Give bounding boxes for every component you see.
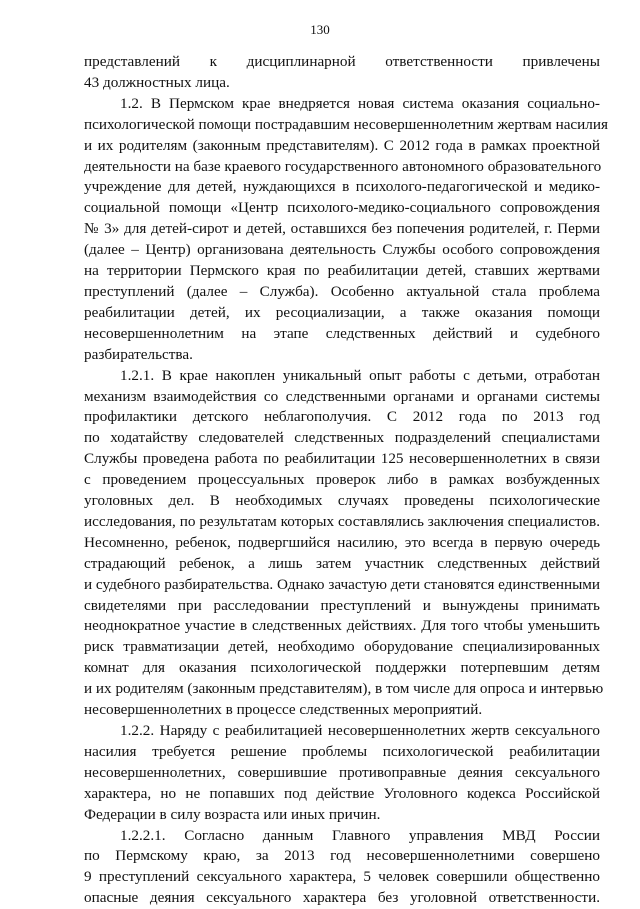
text-line: психологической помощи пострадавшим несовершеннолетним жертвам насилия [84,115,608,133]
text-line: профилактики детского неблагополучия. С 2012 года по 2013 год [84,408,600,426]
text-line: механизм взаимодействия со следственными органами и органами системы [84,387,600,405]
text-line: риск травматизации детей, необходимо оборудование специализированных [84,638,600,656]
text-line: (далее – Центр) организована деятельность Службы особого сопровождения [84,241,600,259]
text-line: представлений к дисциплинарной ответственности привлечены [84,53,600,70]
text-line: 1.2.2.1. Согласно данным Главного управления МВД России [120,826,600,844]
document-body [84,52,608,909]
text-line: опасные деяния сексуального характера без уголовной ответственности. [84,889,600,907]
text-line: Несомненно, ребенок, подвергшийся насилию, это всегда в первую очередь [84,533,600,551]
text-line: по ходатайству следователей следственных подразделений специалистами [84,429,600,447]
text-line: с проведением процессуальных проверок либо в рамках возбужденных [84,471,600,489]
text-line: насилия требуется решение проблемы психологической реабилитации [84,742,600,760]
text-line: 9 преступлений сексуального характера, 5 человек совершили общественно [84,868,600,886]
text-line: и их родителям (законным представителям). С 2012 года в рамках проектной [84,136,600,154]
paragraph [84,721,600,826]
page-number: 130 [310,22,330,37]
text-line: Федерации в силу возраста или иных причин. [84,805,381,823]
text-line: страдающий ребенок, а лишь затем участник следственных действий [84,554,600,572]
text-line: 1.2.2. Наряду с реабилитацией несовершеннолетних жертв сексуального [120,722,600,739]
text-line: уголовных дел. В необходимых случаях проведены психологические [84,492,600,510]
paragraph [84,826,600,909]
text-line: несовершеннолетних, совершившие противоправные деяния сексуального [84,763,600,781]
text-line: несовершеннолетних в процессе следственных мероприятий. [84,701,483,719]
paragraph [84,94,608,366]
text-line: по Пермскому краю, за 2013 год несовершеннолетними совершено [84,847,600,865]
text-line: разбирательства. [84,345,193,363]
text-line: неоднократное участие в следственных действиях. Для того чтобы уменьшить [84,617,600,635]
text-line: характера, но не попавших под действие Уголовного кодекса Российской [84,784,600,802]
text-line: № 3» для детей-сирот и детей, оставшихся без попечения родителей, г. Перми [84,220,600,238]
paragraph [84,52,600,94]
text-line: несовершеннолетним на этапе следственных действий и судебного [84,324,600,342]
text-line: и судебного разбирательства. Однако зачастую дети становятся единственными [84,575,601,593]
text-line: реабилитации детей, их ресоциализации, а также оказания помощи [84,303,600,321]
text-line: 43 должностных лица. [84,73,230,91]
text-line: свидетелями при расследовании преступлений и вынуждены принимать [84,596,600,614]
text-line: 1.2. В Пермском крае внедряется новая система оказания социально- [120,94,600,112]
paragraph [84,366,604,721]
text-line: 1.2.1. В крае накоплен уникальный опыт работы с детьми, отработан [120,366,600,384]
text-line: исследования, по результатам которых составлялись заключения специалистов. [84,512,600,530]
text-line: деятельности на базе краевого государственного автономного образовательного [84,157,602,175]
text-line: учреждение для детей, нуждающихся в психолого-педагогической и медико- [84,178,600,196]
text-line: преступлений (далее – Служба). Особенно актуальной стала проблема [84,282,600,300]
text-line: Службы проведена работа по реабилитации 125 несовершеннолетних в связи [84,450,600,468]
text-line: на территории Пермского края по реабилитации детей, ставших жертвами [84,262,600,280]
text-line: комнат для оказания психологической поддержки потерпевшим детям [84,659,600,677]
text-line: и их родителям (законным представителям), в том числе для опроса и интервью [84,680,604,698]
text-line: социальной помощи «Центр психолого-медико-социального сопровождения [84,199,600,217]
